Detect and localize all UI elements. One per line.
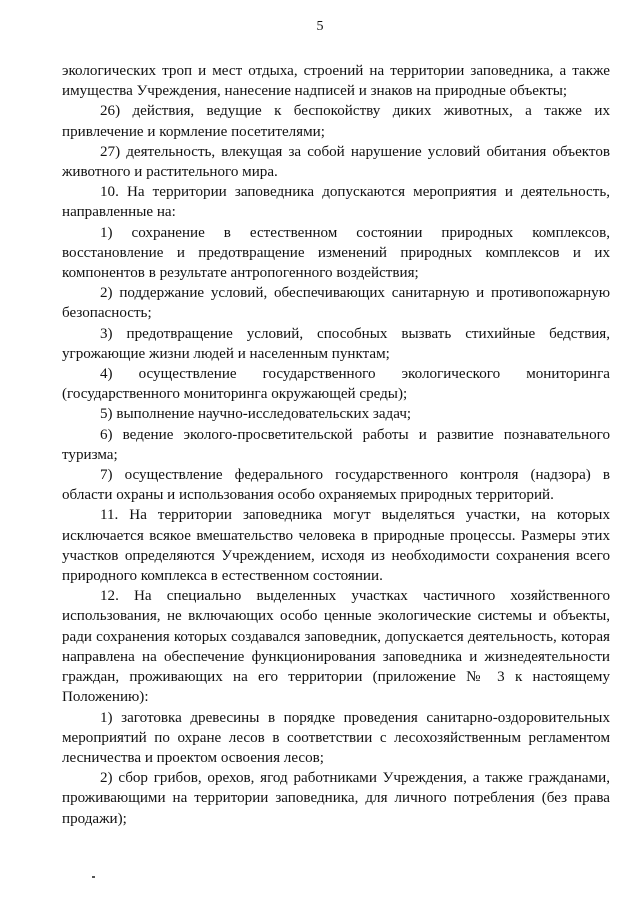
section-10-item-3: 3) предотвращение условий, способных вызвать стихийные бедствия, угрожающие жизни людей и населенным пунктам; <box>62 325 610 362</box>
list-item-27: 27) деятельность, влекущая за собой нарушение условий обитания объектов животного и растительного мира. <box>62 143 610 181</box>
document-body <box>62 61 610 829</box>
section-10-item-4: 4) осуществление государственного экологического мониторинга (государственного мониторинга окружающей среды); <box>62 366 610 403</box>
section-10-item-5: 5) выполнение научно-исследовательских задач; <box>100 406 412 423</box>
page-number: 5 <box>316 19 324 34</box>
scan-speck <box>92 876 95 878</box>
paragraph-continuation: экологических троп и мест отдыха, строений на территории заповедника, а также имущества Учреждения, нанесение надписей и знаков на природные объекты; <box>62 63 610 100</box>
section-12-item-1: 1) заготовка древесины в порядке проведения санитарно-оздоровительных мероприятий по охране лесов в соответствии с лесохозяйственным регламентом лесничества и проектом освоения лесов; <box>62 709 610 766</box>
section-10-item-6: 6) ведение эколого-просветительской работы и развитие познавательного туризма; <box>62 426 610 463</box>
section-11: 11. На территории заповедника могут выделяться участки, на которых исключается всякое вмешательство человека в природные процессы. Размеры этих участков определяются Учреждением, исходя из необходимости сохранения всего природного комплекса в естественном состоянии. <box>62 507 610 585</box>
section-10-item-7: 7) осуществление федерального государственного контроля (надзора) в области охраны и использования особо охраняемых природных территорий. <box>62 467 610 504</box>
section-10: 10. На территории заповедника допускаются мероприятия и деятельность, направленные на: <box>62 184 610 221</box>
section-12-item-2: 2) сбор грибов, орехов, ягод работниками Учреждения, а также гражданами, проживающими на территории заповедника, для личного потребления (без права продажи); <box>62 770 610 827</box>
section-10-item-1: 1) сохранение в естественном состоянии природных комплексов, восстановление и предотвращение изменений природных комплексов и их компонентов в результате антропогенного воздействия; <box>62 224 610 282</box>
section-10-item-2: 2) поддержание условий, обеспечивающих санитарную и противопожарную безопасность; <box>62 285 610 322</box>
list-item-26: 26) действия, ведущие к беспокойству диких животных, а также их привлечение и кормление посетителями; <box>62 103 610 140</box>
section-12: 12. На специально выделенных участках частичного хозяйственного использования, не включающих особо ценные экологические системы и объекты, ради сохранения которых создавался заповедник, допускается деятельность, которая направлена на обеспечение функционирования заповедника и жизнедеятельности граждан, проживающих на его территории (приложение № 3 к настоящему Положению): <box>62 588 610 706</box>
